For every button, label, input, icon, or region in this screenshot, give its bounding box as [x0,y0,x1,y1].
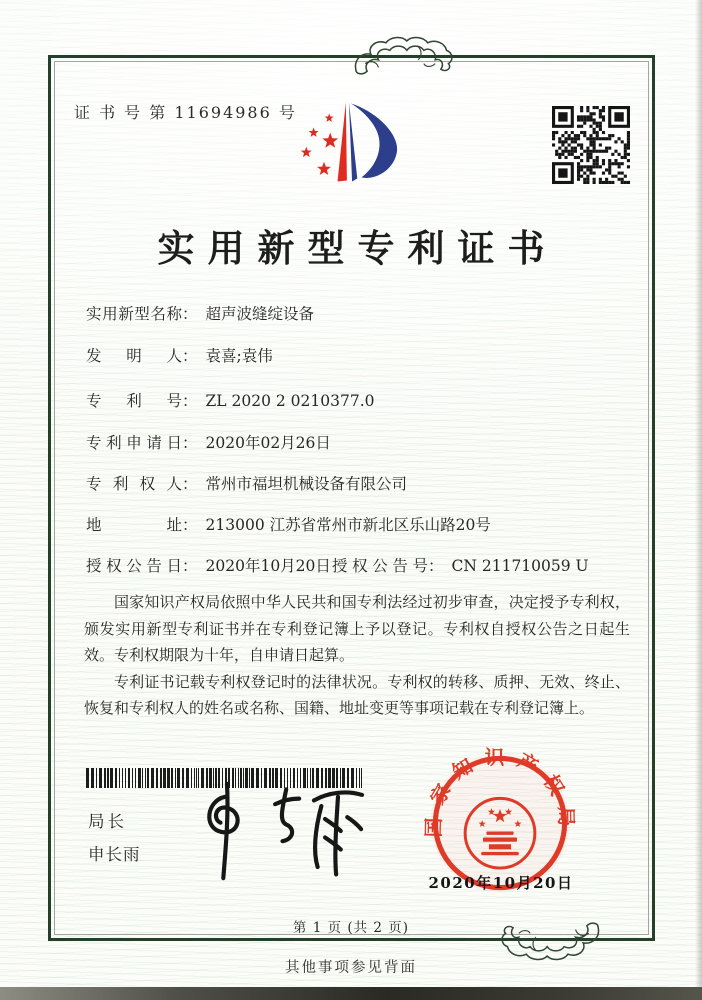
cnipa-logo-icon [298,98,402,184]
field-row-name [86,302,314,324]
field-label: 发明人 [86,347,182,365]
field-pair-grant-no [332,554,589,576]
field-label: 专利权人 [86,475,182,493]
back-side-note: 其他事项参见背面 [285,960,417,976]
seal-date: 2020年10月20日 [428,874,574,892]
field-label: 实用新型名称 [86,305,182,323]
field-row-patent-no [86,389,375,411]
field-colon: ： [182,392,198,410]
scan-edge-shadow [695,0,702,1000]
field-colon: ： [182,434,198,452]
page-number: 第 1 页 (共 2 页) [292,920,410,936]
legal-paragraph-2: 专利证书记载专利权登记时的法律状况。专利权的转移、质押、无效、终止、恢复和专利权人的姓名或名称、国籍、地址变更等事项记载在专利登记簿上。 [84,672,630,717]
field-label: 专利申请日 [86,434,182,452]
signer-title: 局长 [88,812,127,831]
field-value: 2020年10月20日 [205,557,331,575]
field-value: 袁喜;袁伟 [205,347,273,365]
field-colon: ： [182,557,198,575]
field-value: 常州市福坦机械设备有限公司 [205,475,408,493]
qr-code-icon [552,106,630,184]
field-colon: ： [182,305,198,323]
scan-bottom-strip [0,987,702,1000]
field-row-filing-date [86,431,331,453]
field-value: 213000 江苏省常州市新北区乐山路20号 [205,516,491,534]
certificate-number: 证 书 号 第 11694986 号 [74,103,297,122]
field-colon: ： [428,557,444,575]
field-value: ZL 2020 2 0210377.0 [205,392,375,410]
field-value: 2020年02月26日 [205,434,331,452]
field-value: CN 211710059 U [451,557,589,575]
field-row-grant [86,554,589,576]
field-colon: ： [182,475,198,493]
field-row-address [86,513,491,535]
field-label: 专利号 [86,392,182,410]
field-row-patentee [86,472,407,494]
legal-paragraph-1: 国家知识产权局依照中华人民共和国专利法经过初步审查，决定授予专利权，颁发实用新型专利证书并在专利登记簿上予以登记。专利权自授权公告之日起生效。专利权期限为十年，自申请日起算。 [84,593,630,664]
signer-name: 申长雨 [88,845,141,864]
field-label: 地址 [86,516,182,534]
handwritten-signature [190,780,375,882]
certificate-title: 实用新型专利证书 [157,226,558,270]
field-colon: ： [182,516,198,534]
field-value: 超声波缝绽设备 [205,305,315,323]
legal-text [84,589,630,722]
field-colon: ： [182,347,198,365]
svg-text:国家知识产权局: 国家知识产权局 [422,746,578,838]
field-label: 授权公告号 [332,557,428,575]
field-row-inventor [86,344,273,366]
border-flourish-ornament-icon [352,35,456,79]
field-label: 授权公告日 [86,557,182,575]
